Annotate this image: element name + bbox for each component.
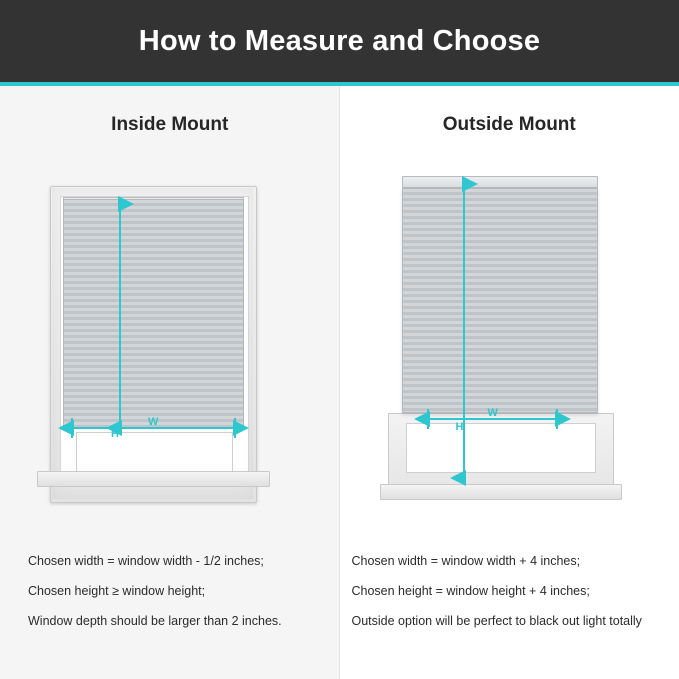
inside-caption-1: Chosen width = window width - 1/2 inches;: [28, 554, 264, 568]
outside-mount-title: Outside Mount: [442, 114, 576, 135]
column-divider: [339, 86, 340, 679]
outside-mount-illustration: [340, 166, 679, 536]
inside-mount-illustration: [0, 166, 339, 536]
panel-inside-mount: [0, 86, 340, 679]
inside-width-label: W: [148, 416, 159, 428]
inside-mount-title: Inside Mount: [111, 114, 229, 135]
outside-mount-captions: [340, 546, 679, 636]
outside-caption-1: Chosen width = window width + 4 inches;: [351, 554, 581, 568]
inside-mount-captions: [0, 546, 339, 636]
outside-caption-3: Outside option will be perfect to black out light totally: [351, 614, 642, 628]
inside-caption-2: Chosen height ≥ window height;: [28, 584, 206, 598]
outside-height-label: H: [455, 421, 464, 433]
inside-height-label: H: [111, 428, 120, 440]
outside-width-label: W: [487, 407, 499, 419]
inside-caption-3: Window depth should be larger than 2 inches.: [28, 614, 282, 628]
outside-caption-2: Chosen height = window height + 4 inches;: [351, 584, 590, 598]
header-bar: [0, 0, 679, 82]
panel-outside-mount: [340, 86, 679, 679]
page-title: How to Measure and Choose: [138, 24, 541, 57]
inside-measurement-arrows: [0, 166, 339, 536]
outside-measurement-arrows: [340, 166, 679, 536]
